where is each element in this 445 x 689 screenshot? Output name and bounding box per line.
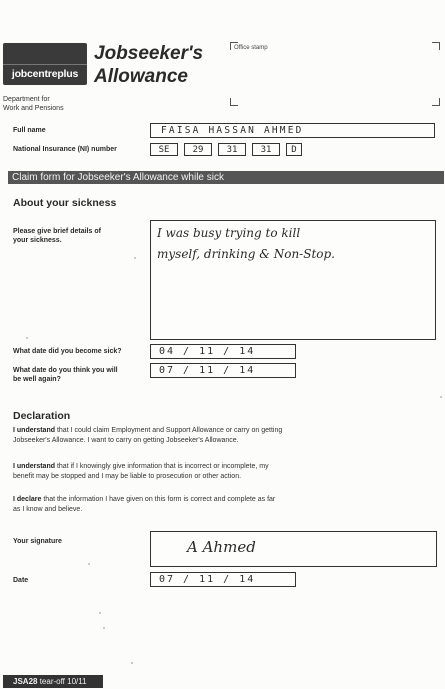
sickness-details-line2: myself, drinking & Non-Stop. (157, 247, 335, 261)
form-code-suffix: tear-off 10/11 (37, 677, 87, 686)
full-name-value: FAISA HASSAN AHMED (161, 125, 304, 136)
declaration-p3-bold: I declare (13, 496, 42, 503)
declaration-p1-text: that I could claim Employment and Support Allowance or carry on getting Jobseeker's Allowance. I want to carry on getting Jobseeker's Allowance. (13, 427, 283, 444)
declaration-p2-text: that if I knowingly give information that is incorrect or incomplete, my benefit may be stopped and I may be liable to prosecution or other action. (13, 463, 269, 480)
form-code: JSA28 (13, 677, 38, 686)
office-stamp-area (230, 42, 440, 106)
sickness-details-label-line1: Please give brief details of (13, 228, 101, 235)
ni-cell-1: SE (150, 143, 178, 156)
stamp-corner-bl (230, 98, 238, 106)
department-name (3, 95, 64, 113)
declaration-p1-bold: I understand (13, 427, 56, 434)
signature-label: Your signature (13, 538, 62, 545)
date-sick-field[interactable] (150, 344, 296, 359)
stamp-corner-br (432, 98, 440, 106)
scan-speck (131, 662, 133, 664)
full-name-label: Full name (13, 127, 46, 134)
form-title (94, 42, 203, 88)
date-well-value: 07 / 11 / 14 (159, 365, 256, 376)
declaration-paragraph-1 (13, 426, 283, 446)
form-code-footer (3, 675, 103, 688)
sickness-details-field[interactable] (150, 220, 436, 340)
declaration-paragraph-3 (13, 495, 283, 515)
declaration-paragraph-2 (13, 462, 283, 482)
signature-date-label: Date (13, 577, 29, 584)
signature-date-value: 07 / 11 / 14 (159, 574, 256, 585)
scan-speck (88, 563, 90, 565)
ni-cell-3: 31 (218, 143, 246, 156)
form-title-line1: Jobseeker's (94, 43, 204, 64)
scan-speck (99, 612, 101, 614)
sickness-details-label (13, 227, 101, 245)
office-stamp-label: Office stamp (234, 45, 268, 51)
date-sick-value: 04 / 11 / 14 (159, 346, 256, 357)
jobcentreplus-logo (3, 43, 87, 85)
scan-speck (103, 627, 105, 629)
date-well-label-line1: What date do you think you will (13, 367, 118, 374)
logo-divider (3, 64, 87, 65)
scan-speck (134, 257, 136, 259)
ni-number-field[interactable] (150, 143, 310, 156)
ni-cell-5: D (286, 143, 302, 156)
scan-speck (440, 396, 442, 398)
signature-field[interactable] (150, 531, 437, 567)
declaration-heading: Declaration (13, 410, 71, 422)
signature-value: A Ahmed (187, 538, 256, 556)
scan-speck (26, 337, 28, 339)
ni-cell-2: 29 (184, 143, 212, 156)
section-banner: Claim form for Jobseeker's Allowance while sick (8, 171, 444, 184)
signature-date-field[interactable] (150, 572, 296, 587)
date-well-label (13, 366, 118, 384)
date-sick-label: What date did you become sick? (13, 348, 122, 355)
date-well-label-line2: be well again? (13, 376, 61, 383)
stamp-corner-tr (432, 42, 440, 50)
sickness-details-line1: I was busy trying to kill (157, 226, 301, 240)
date-well-field[interactable] (150, 363, 296, 378)
form-title-line2: Allowance (94, 66, 188, 87)
declaration-p2-bold: I understand (13, 463, 56, 470)
department-line1: Department for (3, 96, 50, 103)
logo-text: jobcentreplus (11, 68, 79, 80)
ni-cell-4: 31 (252, 143, 280, 156)
full-name-field[interactable] (150, 123, 435, 138)
sickness-heading: About your sickness (13, 197, 117, 209)
ni-number-label: National Insurance (NI) number (13, 146, 117, 153)
department-line2: Work and Pensions (3, 105, 64, 112)
sickness-details-label-line2: your sickness. (13, 237, 62, 244)
declaration-p3-text: that the information I have given on this form is correct and complete as far as I know and believe. (13, 496, 276, 513)
